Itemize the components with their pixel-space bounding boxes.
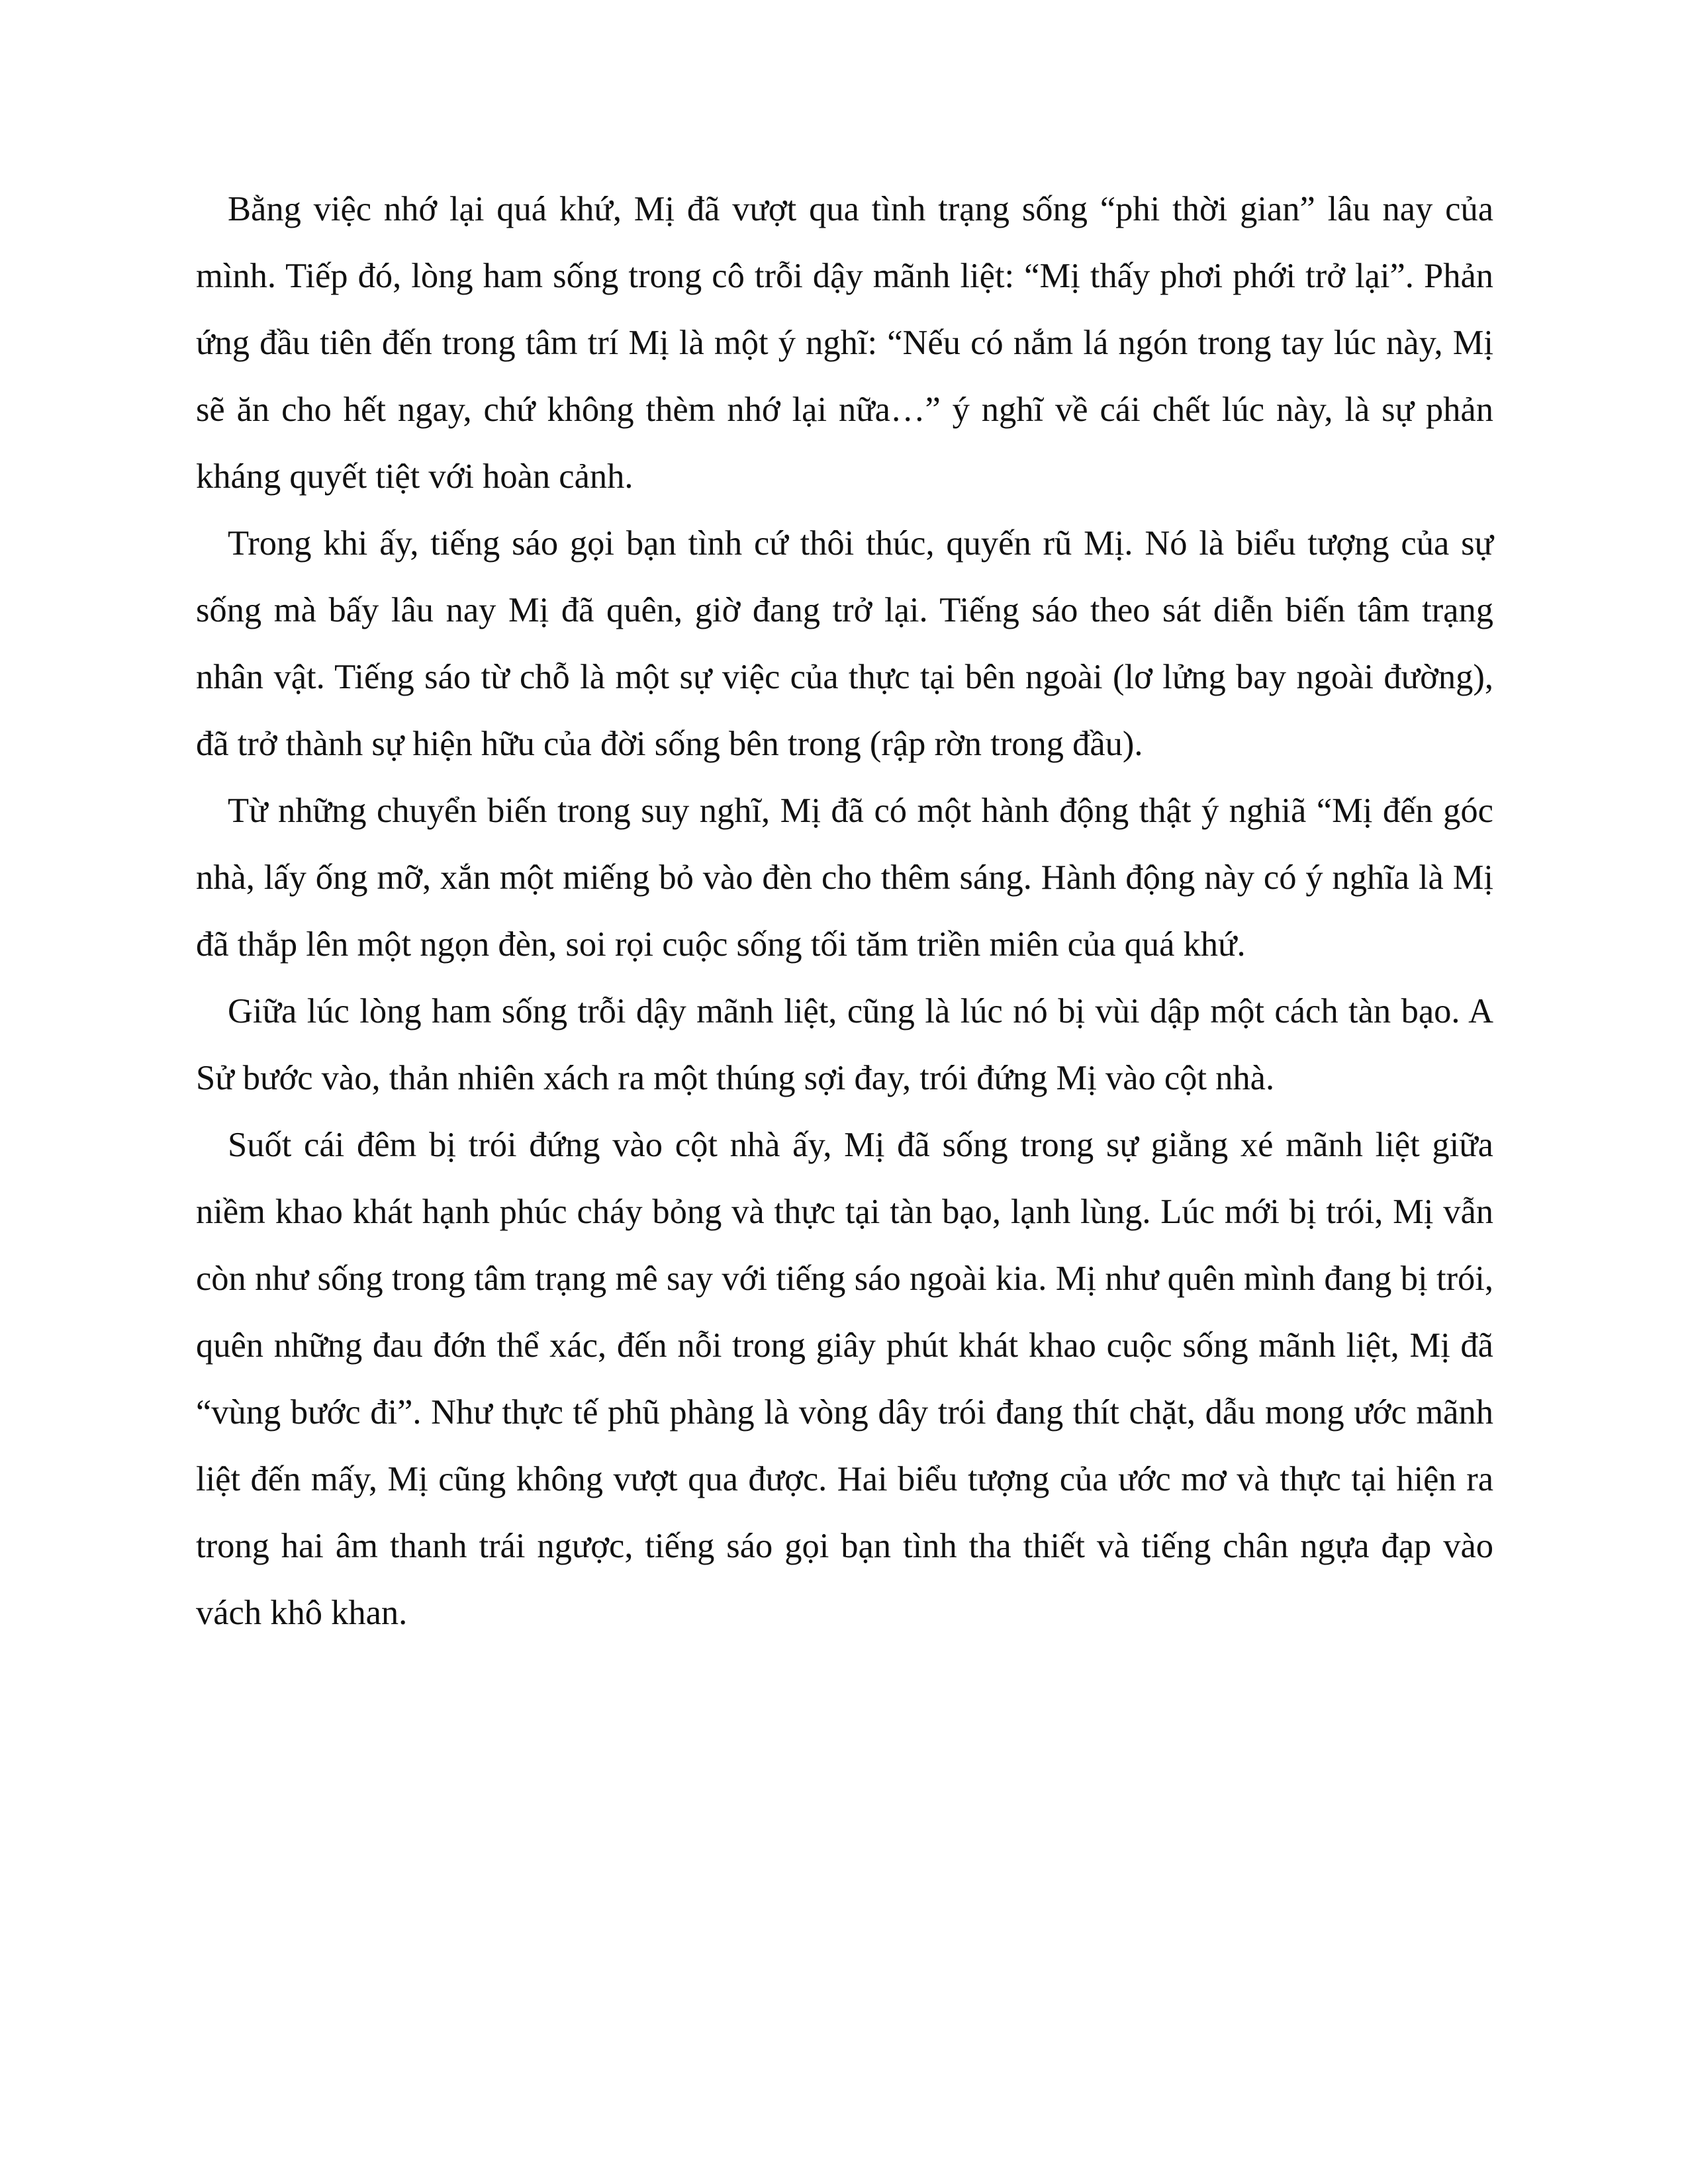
paragraph-4: Giữa lúc lòng ham sống trỗi dậy mãnh liệt, cũng là lúc nó bị vùi dập một cách tàn bạo. A Sử bước vào, thản nhiên xách ra một thúng sợi đay, trói đứng Mị vào cột nhà. <box>196 992 1493 1097</box>
paragraph-2: Trong khi ấy, tiếng sáo gọi bạn tình cứ thôi thúc, quyến rũ Mị. Nó là biểu tượng của sự sống mà bấy lâu nay Mị đã quên, giờ đang trở lại. Tiếng sáo theo sát diễn biến tâm trạng nhân vật. Tiếng sáo từ chỗ là một sự việc của thực tại bên ngoài (lơ lửng bay ngoài đường), đã trở thành sự hiện hữu của đời sống bên trong (rập rờn trong đầu). <box>196 524 1493 763</box>
paragraph-5: Suốt cái đêm bị trói đứng vào cột nhà ấy, Mị đã sống trong sự giằng xé mãnh liệt giữa niềm khao khát hạnh phúc cháy bỏng và thực tại tàn bạo, lạnh lùng. Lúc mới bị trói, Mị vẫn còn như sống trong tâm trạng mê say với tiếng sáo ngoài kia. Mị như quên mình đang bị trói, quên những đau đớn thể xác, đến nỗi trong giây phút khát khao cuộc sống mãnh liệt, Mị đã “vùng bước đi”. Như thực tế phũ phàng là vòng dây trói đang thít chặt, dẫu mong ước mãnh liệt đến mấy, Mị cũng không vượt qua được. Hai biểu tượng của ước mơ và thực tại hiện ra trong hai âm thanh trái ngược, tiếng sáo gọi bạn tình tha thiết và tiếng chân ngựa đạp vào vách khô khan. <box>196 1126 1493 1632</box>
paragraph-3: Từ những chuyển biến trong suy nghĩ, Mị đã có một hành động thật ý nghiã “Mị đến góc nhà, lấy ống mỡ, xắn một miếng bỏ vào đèn cho thêm sáng. Hành động này có ý nghĩa là Mị đã thắp lên một ngọn đèn, soi rọi cuộc sống tối tăm triền miên của quá khứ. <box>196 792 1493 964</box>
paragraph-1: Bằng việc nhớ lại quá khứ, Mị đã vượt qua tình trạng sống “phi thời gian” lâu nay của mình. Tiếp đó, lòng ham sống trong cô trỗi dậy mãnh liệt: “Mị thấy phơi phới trở lại”. Phản ứng đầu tiên đến trong tâm trí Mị là một ý nghĩ: “Nếu có nắm lá ngón trong tay lúc này, Mị sẽ ăn cho hết ngay, chứ không thèm nhớ lại nữa…” ý nghĩ về cái chết lúc này, là sự phản kháng quyết tiệt với hoàn cảnh. <box>196 190 1493 496</box>
document-body <box>196 176 1493 1647</box>
